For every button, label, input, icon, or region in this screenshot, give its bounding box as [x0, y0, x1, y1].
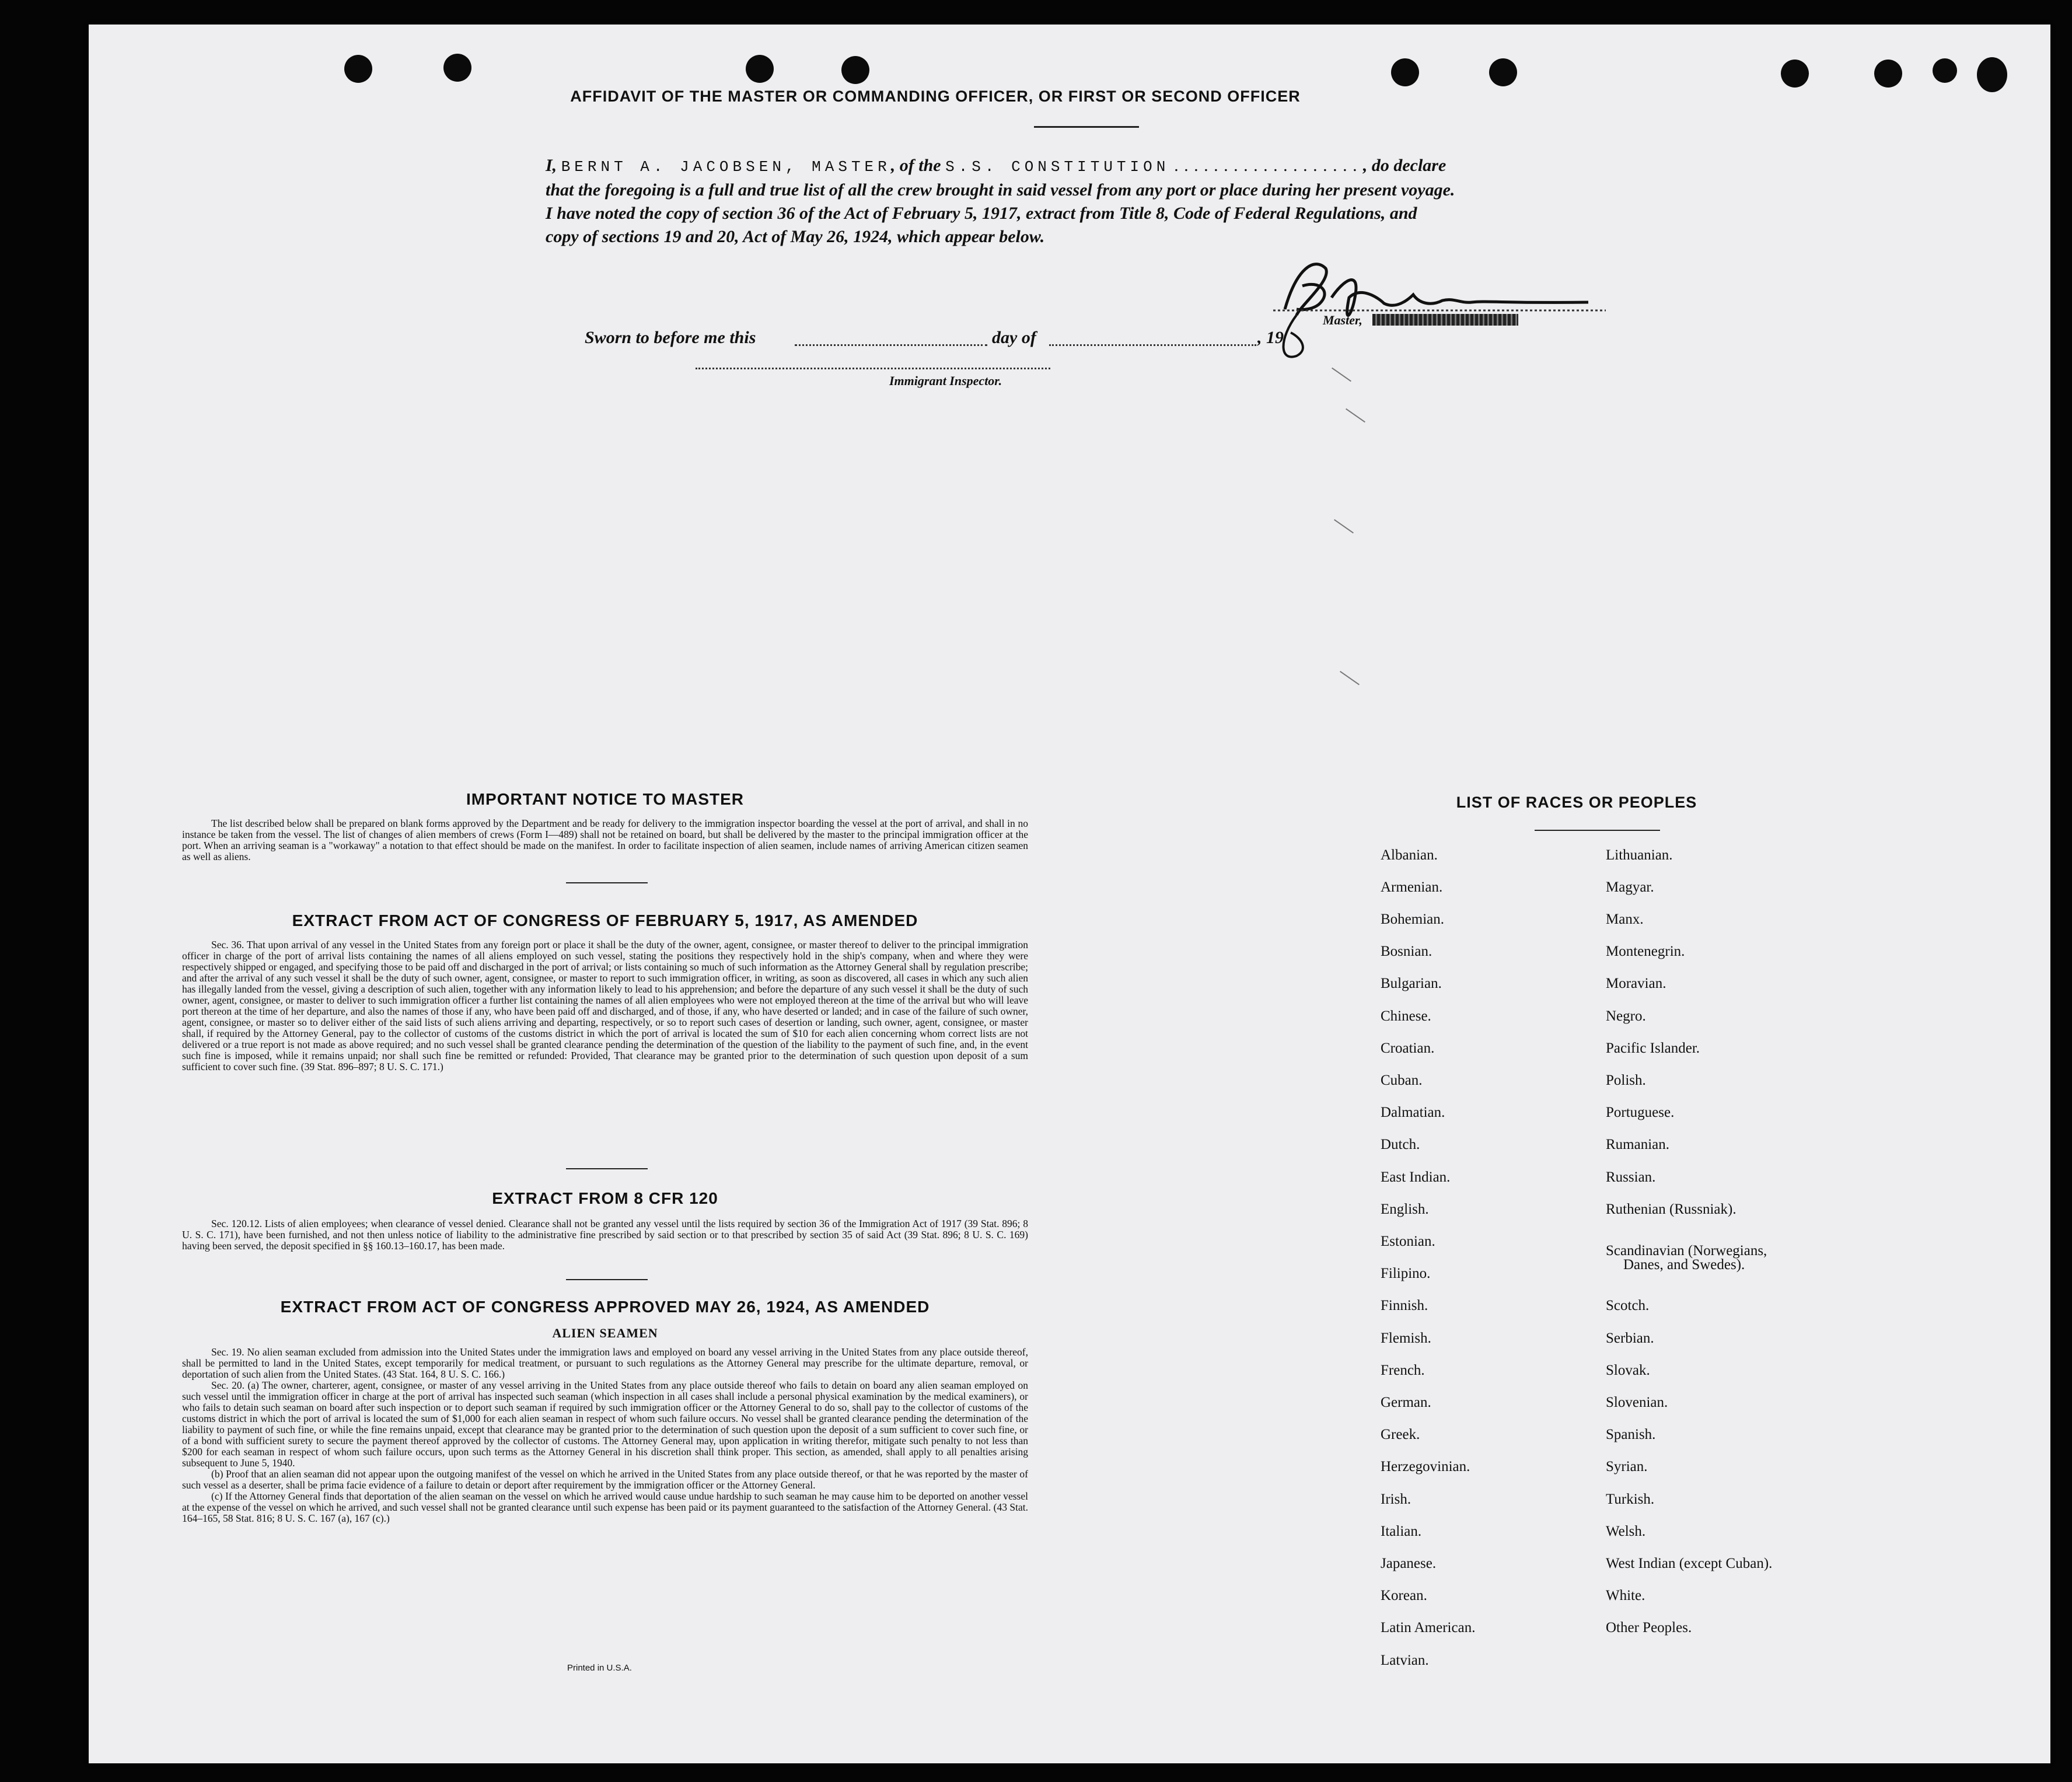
extract-cfr-text: Sec. 120.12. Lists of alien employees; when clearance of vessel denied. Clearance shall not be granted any vessel until the lists required by section 36 of the Immigration Act of 1917 (39 Stat. 896; 8 U. S. C. 171), have been furnished, and not then unless notice of liability to the administrative fine prescribed by said section or to that prescribed by section 35 of said Act (39 Stat. 896; 8 U. S. C. 169) having been served, the deposit specified in §§ 160.13–160.17, has been made. — [182, 1218, 1028, 1252]
punch-hole — [746, 55, 774, 83]
punch-hole — [344, 55, 372, 83]
race-item: Armenian. — [1381, 879, 1443, 895]
inspector-label: Immigrant Inspector. — [889, 373, 1002, 388]
section-divider — [566, 882, 648, 883]
extract-1924-text — [182, 1347, 1028, 1524]
sec-19-paragraph: Sec. 19. No alien seaman excluded from admission into the United States under the immigration laws and employed on board any vessel arriving in the United States from any place outside thereof, shall be permitted to land in the United States, except temporarily for medical treatment, or pursuant to such regulations as the Attorney General may prescribe for the ultimate departure, removal, or deportation of such alien from the United States. (43 Stat. 164, 8 U. S. C. 166.) — [182, 1346, 1028, 1380]
sec-20a-paragraph: Sec. 20. (a) The owner, charterer, agent, consignee, or master of any vessel arriving in the United States from any place outside thereof who fails to detain on board any alien seaman employed on such vessel until the immigration officer in charge at the port of arrival has inspected such seaman (which inspection in all cases shall include a personal physical examination by the medical examiners), or who fails to detain such seaman on board after such inspection or to deport such seaman if required by such immigration officer or the Attorney General to do so, shall pay to the collector of customs of the customs district in which the port of arrival is located the sum of $1,000 for each alien seaman in respect of whom such failure occurs. No vessel shall be granted clearance pending the determination of the liability to payment of such fine, or while the fine remains unpaid, except that clearance may be granted prior to the determination of such question upon the deposit of a sum sufficient to cover such fine, or of a bond with sufficient surety to secure the payment thereof approved by the collector of customs. The Attorney General may, upon application in writing therefor, mitigate such penalty to not less than $200 for each seaman in respect of whom such failure occurs, upon such terms as the Attorney General in his discretion shall think proper. This section, as amended, shall apply to all penalties arising subsequent to June 5, 1940. — [182, 1379, 1028, 1469]
punch-hole — [1489, 58, 1517, 86]
race-item: Portuguese. — [1606, 1105, 1675, 1120]
affidavit-paragraph — [546, 154, 1613, 249]
races-title: LIST OF RACES OR PEOPLES — [1456, 794, 1697, 811]
race-item: Flemish. — [1381, 1330, 1431, 1346]
punch-hole — [841, 56, 869, 84]
day-of-label: day of — [992, 328, 1036, 347]
race-item: Estonian. — [1381, 1234, 1435, 1249]
handwritten-signature — [1262, 245, 1612, 362]
race-item: Latvian. — [1381, 1652, 1429, 1668]
race-item: Albanian. — [1381, 847, 1438, 863]
affidavit-i: I, — [546, 156, 557, 175]
affidavit-line-2: that the foregoing is a full and true list of all the crew brought in said vessel from any port or place during her present voyage. — [546, 180, 1455, 200]
race-item: Other Peoples. — [1606, 1620, 1692, 1636]
document-page — [89, 25, 2050, 1763]
race-item: Danes, and Swedes). — [1623, 1257, 1745, 1273]
affidavit-title: AFFIDAVIT OF THE MASTER OR COMMANDING OFFICER, OR FIRST OR SECOND OFFICER — [570, 88, 1301, 105]
sworn-line — [585, 328, 756, 348]
race-item: Bohemian. — [1381, 911, 1445, 927]
extract-1924-title: EXTRACT FROM ACT OF CONGRESS APPROVED MAY 26, 1924, AS AMENDED — [280, 1298, 930, 1316]
punch-hole — [1933, 58, 1957, 83]
race-item: Scandinavian (Norwegians, — [1606, 1243, 1767, 1259]
punch-hole — [1977, 57, 2007, 92]
race-item: English. — [1381, 1201, 1429, 1217]
race-item: Turkish. — [1606, 1491, 1655, 1507]
dotted-leader: . . . . . . . . . . . . . . . . . . . — [1169, 156, 1363, 175]
race-item: Magyar. — [1606, 879, 1654, 895]
race-item: Croatian. — [1381, 1040, 1435, 1056]
master-name-field[interactable]: BERNT A. JACOBSEN, MASTER — [561, 158, 891, 176]
punch-hole — [1391, 58, 1419, 86]
race-item: Dutch. — [1381, 1137, 1420, 1152]
race-item: French. — [1381, 1362, 1425, 1378]
race-item: Italian. — [1381, 1524, 1422, 1539]
race-item: West Indian (except Cuban). — [1606, 1556, 1773, 1571]
race-item: Dalmatian. — [1381, 1105, 1445, 1120]
punch-hole — [1874, 60, 1902, 88]
race-item: German. — [1381, 1395, 1431, 1410]
race-item: Pacific Islander. — [1606, 1040, 1700, 1056]
affidavit-do-declare: , do declare — [1362, 156, 1446, 175]
stray-mark — [1332, 368, 1351, 382]
race-item: Spanish. — [1606, 1427, 1656, 1442]
race-item: Rumanian. — [1606, 1137, 1670, 1152]
affidavit-line-4: copy of sections 19 and 20, Act of May 26, 1924, which appear below. — [546, 227, 1045, 246]
race-item: Manx. — [1606, 911, 1644, 927]
race-item: Lithuanian. — [1606, 847, 1673, 863]
notice-title: IMPORTANT NOTICE TO MASTER — [466, 790, 745, 808]
race-item: Filipino. — [1381, 1266, 1431, 1281]
sworn-month-field[interactable] — [1049, 344, 1256, 346]
race-item: Russian. — [1606, 1169, 1656, 1185]
race-item: Bulgarian. — [1381, 976, 1442, 991]
inspector-signature-field[interactable] — [696, 368, 1050, 369]
extract-1917-text: Sec. 36. That upon arrival of any vessel in the United States from any foreign port or place it shall be the duty of the owner, agent, consignee, or master thereof to deliver to the principal immigration officer in charge of the port of arrival lists containing the names of all aliens employed on such vessel, stating the positions they respectively hold in the ship's company, when and where they were respectively shipped or engaged, and specifying those to be paid off and discharged in the port of arrival; or lists containing so much of such information as the Attorney General shall by regulation prescribe; and after the arrival of any such vessel it shall be the duty of such owner, agent, consignee, or master to report to such immigration officer, in writing, as soon as discovered, all cases in which any such alien has illegally landed from the vessel, giving a description of such alien, together with any information likely to lead to his apprehension; and before the departure of any such vessel it shall be the duty of such owner, agent, consignee, or master to deliver to such immigration officer a further list containing the names of all alien employees who were not employed thereon at the time of the arrival but who will leave port thereon at the time of her departure, and also the names of those if any, who have been paid off and discharged, and of those, if any, who have deserted or landed; and in case of the failure of such owner, agent, consignee, or master so to deliver either of the said lists of such aliens arriving and departing, respectively, or so to report such cases of desertion or landing, such owner, agent, consignee, or master shall, if required by the Attorney General, pay to the collector of customs of the customs district in which the port of arrival is located the sum of $10 for each alien concerning whom correct lists are not delivered or a true report is not made as above required; and no such vessel shall be granted clearance pending the determination of the question of the liability to the payment of such fine, and, in the event such fine is imposed, while it remains unpaid; nor shall such fine be remitted or refunded: Provided, That clearance may be granted prior to the determination of such question upon deposit of a sum sufficient to cover such fine. (39 Stat. 896–897; 8 U. S. C. 171.) — [182, 939, 1028, 1072]
race-item: Latin American. — [1381, 1620, 1476, 1636]
race-item: Japanese. — [1381, 1556, 1437, 1571]
sec-20b-paragraph: (b) Proof that an alien seaman did not appear upon the outgoing manifest of the vessel on which he arrived in the United States from any place outside thereof, or that he was reported by the master of such vessel as a deserter, shall be prima facie evidence of a failure to detain or deport after requirement by the immigration officer or the Attorney General. — [182, 1468, 1028, 1491]
race-item: Negro. — [1606, 1008, 1646, 1024]
section-divider — [566, 1279, 648, 1280]
stray-mark — [1346, 408, 1365, 423]
extract-1917-title: EXTRACT FROM ACT OF CONGRESS OF FEBRUARY 5, 1917, AS AMENDED — [292, 911, 918, 930]
race-item: Chinese. — [1381, 1008, 1431, 1024]
race-item: Irish. — [1381, 1491, 1411, 1507]
vessel-name-field[interactable]: S.S. CONSTITUTION — [945, 158, 1170, 176]
section-divider — [566, 1168, 648, 1169]
race-item: Moravian. — [1606, 976, 1666, 991]
affidavit-line-1 — [546, 154, 1613, 179]
punch-hole — [443, 54, 471, 82]
sec-20c-paragraph: (c) If the Attorney General finds that deportation of the alien seaman on the vessel on which he arrived would cause undue hardship to such seaman he may cause him to be deported on another vessel at the expense of the vessel on which he arrived, and such vessel shall not be granted clearance until such expense has been paid or its payment guaranteed to the satisfaction of the Attorney General. (43 Stat. 164–165, 58 Stat. 816; 8 U. S. C. 167 (a), 167 (c).) — [182, 1490, 1028, 1524]
race-item: Serbian. — [1606, 1330, 1654, 1346]
signature-caption: Master, — [1323, 313, 1362, 327]
struck-title — [1372, 314, 1518, 326]
race-item: Korean. — [1381, 1588, 1427, 1603]
sworn-day-field[interactable] — [795, 344, 987, 346]
alien-seamen-subtitle: ALIEN SEAMEN — [552, 1326, 658, 1340]
notice-text: The list described below shall be prepared on blank forms approved by the Department and be ready for delivery to the immigration inspector boarding the vessel at the port of arrival, and shall in no instance be taken from the vessel. The list of changes of alien members of crews (Form I—489) shall not be retained on board, but shall be delivered by the master to the principal immigration officer at the port. When an arriving seaman is a "workaway" a notation to that effect should be made on the manifest. In order to facilitate inspection of alien seamen, include names of arriving American citizen seamen as well as aliens. — [182, 817, 1028, 862]
race-item: East Indian. — [1381, 1169, 1451, 1185]
race-item: White. — [1606, 1588, 1645, 1603]
extract-cfr-title: EXTRACT FROM 8 CFR 120 — [492, 1189, 718, 1207]
race-item: Welsh. — [1606, 1524, 1646, 1539]
year-prefix: , 19 — [1257, 328, 1284, 347]
race-item: Slovak. — [1606, 1362, 1650, 1378]
printed-in-usa: Printed in U.S.A. — [567, 1663, 632, 1673]
race-item: Montenegrin. — [1606, 944, 1685, 959]
race-item: Bosnian. — [1381, 944, 1432, 959]
sworn-text: Sworn to before me this — [585, 328, 756, 347]
affidavit-line-3: I have noted the copy of section 36 of the Act of February 5, 1917, extract from Title 8, Code of Federal Regulations, and — [546, 204, 1417, 223]
race-item: Slovenian. — [1606, 1395, 1668, 1410]
race-item: Finnish. — [1381, 1298, 1428, 1313]
stray-mark — [1334, 519, 1354, 534]
race-item: Ruthenian (Russniak). — [1606, 1201, 1736, 1217]
race-item: Cuban. — [1381, 1072, 1423, 1088]
race-item: Scotch. — [1606, 1298, 1650, 1313]
race-item: Syrian. — [1606, 1459, 1648, 1474]
stray-mark — [1340, 671, 1360, 686]
punch-hole — [1781, 60, 1809, 88]
race-item: Herzegovinian. — [1381, 1459, 1470, 1474]
races-title-rule — [1535, 830, 1660, 831]
affidavit-of-the: , of the — [890, 156, 941, 175]
title-rule — [1034, 126, 1139, 128]
race-item: Greek. — [1381, 1427, 1420, 1442]
race-item: Polish. — [1606, 1072, 1646, 1088]
